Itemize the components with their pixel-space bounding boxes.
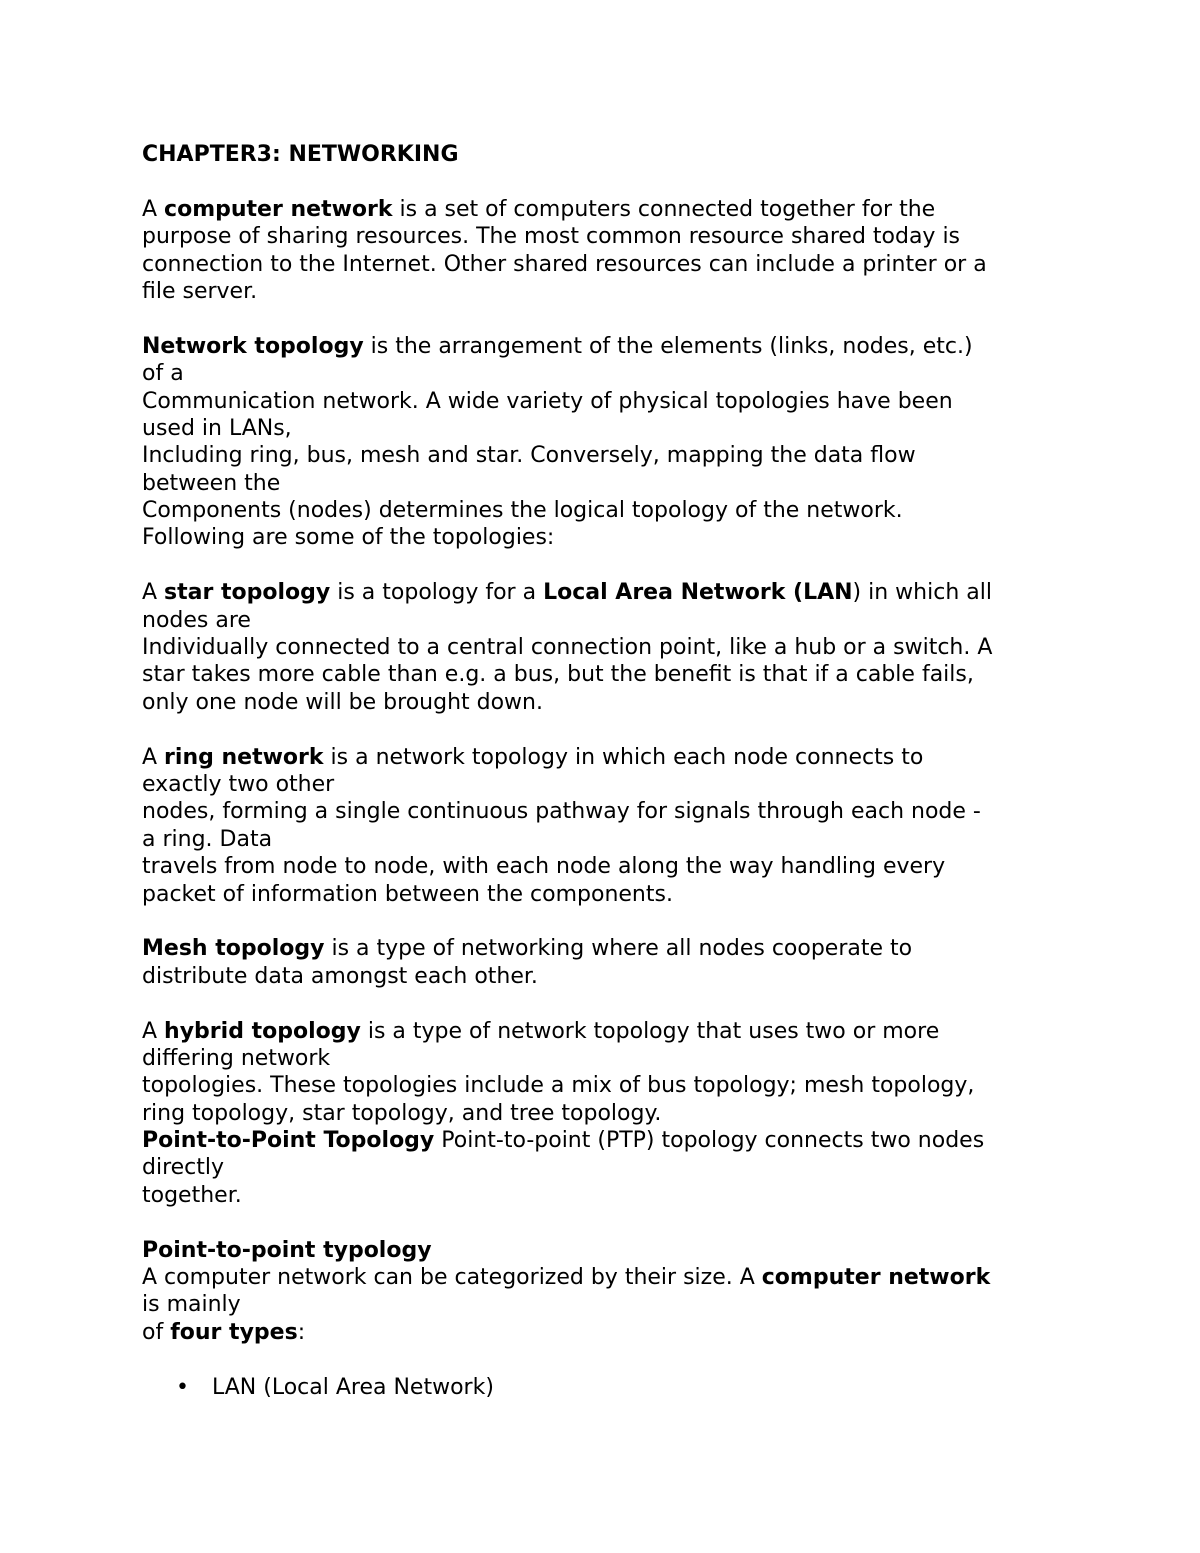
text-segment: Communication network. A wide variety of physical topologies have been <box>142 388 953 414</box>
text-line <box>142 278 1072 305</box>
text-segment: directly <box>142 1155 225 1181</box>
text-line <box>142 1045 1072 1072</box>
spacer <box>142 168 1072 195</box>
text-segment: star takes more cable than e.g. a bus, but the benefit is that if a cable fails, <box>142 662 974 688</box>
text-segment: nodes, forming a single continuous pathway for signals through each node - <box>142 799 981 825</box>
paragraph <box>142 935 1072 990</box>
text-segment: together. <box>142 1182 242 1208</box>
text-segment: used in LANs, <box>142 415 292 441</box>
text-line <box>142 251 1072 278</box>
bold-term: Point-to-point typology <box>142 1237 432 1263</box>
paragraph <box>142 1018 1072 1210</box>
text-line <box>142 1264 1072 1291</box>
bold-term: computer network <box>761 1265 991 1291</box>
text-line <box>142 1072 1072 1099</box>
text-segment: of a <box>142 361 184 387</box>
text-line <box>142 360 1072 387</box>
text-line <box>142 497 1072 524</box>
bold-term: computer network <box>164 196 393 222</box>
text-segment: purpose of sharing resources. The most common resource shared today is <box>142 224 961 250</box>
text-segment: ) in which all <box>852 580 992 606</box>
text-line <box>142 744 1072 771</box>
spacer <box>142 552 1072 579</box>
text-line <box>142 1182 1072 1209</box>
text-segment: travels from node to node, with each node along the way handling every <box>142 854 946 880</box>
text-segment: is a type of network topology that uses two or more <box>360 1018 940 1044</box>
text-segment: differing network <box>142 1045 331 1071</box>
text-segment: connection to the Internet. Other shared resources can include a printer or a <box>142 251 987 277</box>
text-segment: ring topology, star topology, and tree topology. <box>142 1100 662 1126</box>
text-segment: is a topology for a <box>330 580 544 606</box>
text-line <box>142 524 1072 551</box>
text-line <box>142 963 1072 990</box>
text-line <box>142 935 1072 962</box>
text-line <box>142 470 1072 497</box>
text-segment: is a network topology in which each node connects to <box>323 744 924 770</box>
list-item <box>142 1374 1072 1401</box>
text-line <box>142 579 1072 606</box>
text-line <box>142 1291 1072 1318</box>
text-line <box>142 1319 1072 1346</box>
text-segment: only one node will be brought down. <box>142 689 543 715</box>
text-segment: is a set of computers connected together for the <box>392 196 936 222</box>
bold-term: Local Area Network (LAN <box>543 580 853 606</box>
text-line <box>142 1127 1072 1154</box>
text-segment: A computer network can be categorized by their size. A <box>142 1265 762 1291</box>
spacer <box>142 990 1072 1017</box>
text-segment: A <box>142 744 165 770</box>
text-segment: A <box>142 580 165 606</box>
bold-term: Mesh topology <box>142 936 325 962</box>
text-segment: file server. <box>142 278 258 304</box>
text-segment: packet of information between the components. <box>142 881 673 907</box>
text-line <box>142 634 1072 661</box>
text-segment: A <box>142 196 165 222</box>
text-line <box>142 1154 1072 1181</box>
paragraph <box>142 744 1072 908</box>
text-segment: A <box>142 1018 165 1044</box>
text-line <box>142 196 1072 223</box>
bullet-icon: • <box>176 1374 189 1400</box>
text-line <box>142 826 1072 853</box>
text-line <box>142 1018 1072 1045</box>
text-line <box>142 415 1072 442</box>
list-item-label: LAN (Local Area Network) <box>212 1374 494 1400</box>
text-line <box>142 607 1072 634</box>
bold-term: four types <box>170 1319 298 1345</box>
bold-term: Network topology <box>142 333 364 359</box>
document-body <box>142 196 1072 1401</box>
text-segment: is a type of networking where all nodes cooperate to <box>324 936 913 962</box>
paragraph <box>142 333 1072 552</box>
paragraph <box>142 1237 1072 1347</box>
text-segment: a ring. Data <box>142 826 273 852</box>
bold-term: star topology <box>164 580 331 606</box>
document-page <box>142 141 1072 1401</box>
spacer <box>142 305 1072 332</box>
bold-term: ring network <box>164 744 324 770</box>
text-segment: between the <box>142 470 281 496</box>
spacer <box>142 1209 1072 1236</box>
text-segment: Following are some of the topologies: <box>142 525 555 551</box>
text-segment: nodes are <box>142 607 251 633</box>
spacer <box>142 1346 1072 1373</box>
text-segment: of <box>142 1319 171 1345</box>
text-segment: is the arrangement of the elements (links, nodes, etc.) <box>363 333 973 359</box>
text-line <box>142 333 1072 360</box>
network-types-list <box>142 1374 1072 1401</box>
text-line <box>142 1100 1072 1127</box>
text-line <box>142 853 1072 880</box>
chapter-title: CHAPTER3: NETWORKING <box>142 142 459 167</box>
text-line <box>142 223 1072 250</box>
text-segment: : <box>297 1319 306 1345</box>
text-line <box>142 442 1072 469</box>
text-line <box>142 661 1072 688</box>
text-segment: Components (nodes) determines the logical topology of the network. <box>142 498 903 524</box>
text-segment: Point-to-point (PTP) topology connects two nodes <box>434 1128 985 1154</box>
text-line <box>142 388 1072 415</box>
spacer <box>142 908 1072 935</box>
bold-term: Point-to-Point Topology <box>142 1128 435 1154</box>
text-segment: is mainly <box>142 1292 241 1318</box>
text-line <box>142 1237 1072 1264</box>
text-line <box>142 689 1072 716</box>
text-line <box>142 881 1072 908</box>
text-line <box>142 798 1072 825</box>
text-segment: distribute data amongst each other. <box>142 963 538 989</box>
text-segment: Individually connected to a central connection point, like a hub or a switch. A <box>142 635 993 661</box>
text-segment: Including ring, bus, mesh and star. Conversely, mapping the data flow <box>142 443 916 469</box>
paragraph <box>142 579 1072 716</box>
spacer <box>142 716 1072 743</box>
bold-term: hybrid topology <box>164 1018 361 1044</box>
text-line <box>142 771 1072 798</box>
text-segment: topologies. These topologies include a mix of bus topology; mesh topology, <box>142 1073 975 1099</box>
paragraph <box>142 196 1072 306</box>
text-segment: exactly two other <box>142 771 335 797</box>
